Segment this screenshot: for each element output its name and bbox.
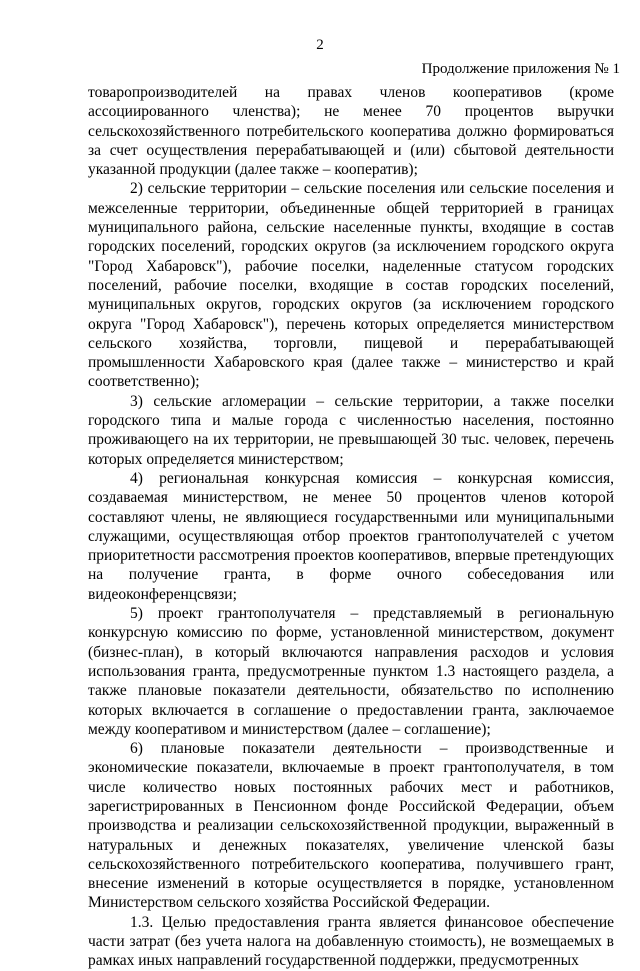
paragraph-item-5-grantee-project: 5) проект грантополучателя – представляемый в региональную конкурсную комиссию по форме, установленной министерством, документ (бизнес-план), в который включаются направления расходов и условия использования гранта, предусмотренные пунктом 1.3 настоящего раздела, а также плановые показатели деятельности, обязательство по исполнению которых включается в соглашение о предоставлении гранта, заключаемое между кооперативом и министерством (далее – соглашение);: [88, 605, 614, 738]
page-number: 2: [316, 37, 324, 53]
paragraph-item-2-rural-territories: 2) сельские территории – сельские поселения или сельские поселения и межселенные территории, объединенные общей территорией в границах муниципального района, сельские населенные пункты, входящие в состав городских поселений, городских округов (за исключением городского округа "Город Хабаровск"), рабочие поселки, наделенные статусом городских поселений, рабочие поселки, входящие в состав городских поселений, муниципальных округов, городских округов (за исключением городского округа "Город Хабаровск"), перечень которых определяется министерством сельского хозяйства, торговли, пищевой и перерабатывающей промышленности Хабаровского края (далее также – министерство и край соответственно);: [88, 180, 614, 391]
paragraph-continuation: товаропроизводителей на правах членов кооперативов (кроме ассоциированного членства); не менее 70 процентов выручки сельскохозяйственного потребительского кооператива должно формироваться за счет осуществления перерабатывающей и (или) сбытовой деятельности указанной продукции (далее также – кооператив);: [88, 84, 614, 179]
appendix-continuation-note: Продолжение приложения № 1: [421, 61, 620, 77]
paragraph-section-1-3: 1.3. Целью предоставления гранта является финансовое обеспечение части затрат (без учета налога на добавленную стоимость), не возмещаемых в рамках иных направлений государственной поддержки, предусмотренных: [88, 913, 614, 970]
paragraph-item-3-rural-agglomerations: 3) сельские агломерации – сельские территории, а также поселки городского типа и малые города с численностью населения, постоянно проживающего на их территории, не превышающей 30 тыс. человек, перечень которых определяется министерством;: [88, 392, 614, 468]
paragraph-item-4-regional-commission: 4) региональная конкурсная комиссия – конкурсная комиссия, создаваемая министерством, не менее 50 процентов членов которой составляют члены, не являющиеся государственными или муниципальными служащими, осуществляющая отбор проектов грантополучателей с учетом приоритетности рассмотрения проектов кооперативов, впервые претендующих на получение гранта, в форме очного собеседования или видеоконференцсвязи;: [88, 469, 614, 603]
document-body: [88, 83, 614, 971]
paragraph-item-6-planned-indicators: 6) плановые показатели деятельности – производственные и экономические показатели, включаемые в проект грантополучателя, в том числе количество новых постоянных рабочих мест и работников, зарегистрированных в Пенсионном фонде Российской Федерации, объем производства и реализации сельскохозяйственной продукции, выраженный в натуральных и денежных показателях, увеличение членской базы сельскохозяйственного потребительского кооператива, получившего грант, внесение изменений в которые осуществляется в порядке, установленном Министерством сельского хозяйства Российской Федерации.: [88, 740, 614, 912]
